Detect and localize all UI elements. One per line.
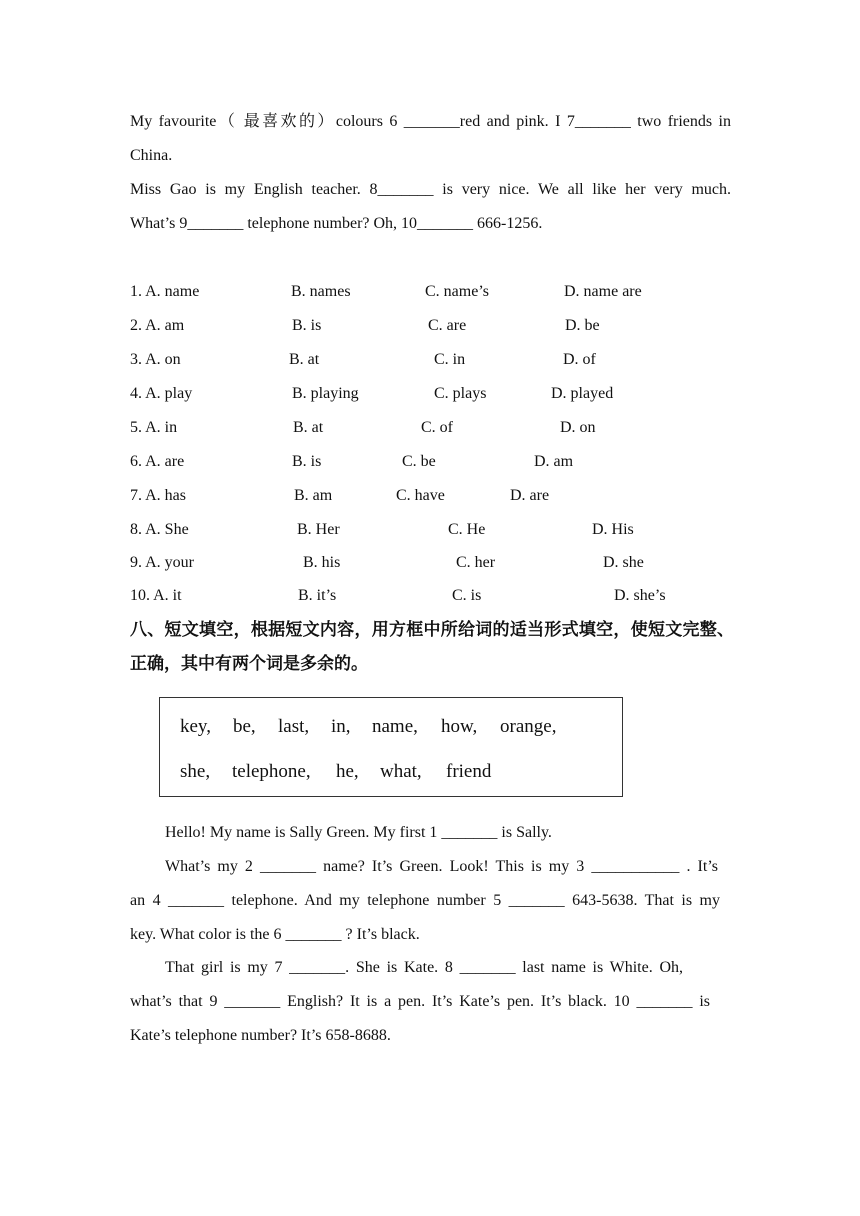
q5-option-b: B. at [293,419,324,436]
word-key: key, [180,716,211,737]
q3-option-b: B. at [289,351,320,368]
q3-option-a: 3. A. on [130,351,181,368]
q9-option-a: 9. A. your [130,554,194,571]
section-8-heading-line-2: 正确，其中有两个词是多余的。 [130,654,368,674]
passage2-line-2: What’s my 2 _______ name? It’s Green. Look! This is my 3 ___________ . It’s [165,858,718,875]
q1-option-b: B. names [291,283,351,300]
q5-option-a: 5. A. in [130,419,178,436]
passage2-line-7: Kate’s telephone number? It’s 658-8688. [130,1027,391,1044]
q10-option-c: C. is [452,587,482,604]
q6-option-b: B. is [292,453,322,470]
q4-option-d: D. played [551,385,614,402]
q6-option-c: C. be [402,453,436,470]
q8-option-b: B. Her [297,521,340,538]
q2-option-b: B. is [292,317,322,334]
word-she: she, [180,761,211,782]
q8-option-d: D. His [592,521,634,538]
q8-option-c: C. He [448,521,486,538]
q1-option-a: 1. A. name [130,283,200,300]
word-box [159,697,623,797]
q9-option-b: B. his [303,554,341,571]
q10-option-a: 10. A. it [130,587,182,604]
word-be: be, [233,716,256,737]
word-orange: orange, [500,716,557,737]
q7-option-d: D. are [510,487,550,504]
q7-option-c: C. have [396,487,445,504]
q5-option-d: D. on [560,419,596,436]
word-last: last, [278,716,310,737]
passage2-line-3: an 4 _______ telephone. And my telephone number 5 _______ 643-5638. That is my [130,892,720,909]
q4-option-b: B. playing [292,385,359,402]
q4-option-c: C. plays [434,385,487,402]
passage2-line-4: key. What color is the 6 _______ ? It’s black. [130,926,420,943]
q10-option-b: B. it’s [298,587,337,604]
q9-option-d: D. she [603,554,644,571]
passage1-line-2: China. [130,147,173,164]
word-friend: friend [446,761,492,782]
q7-option-b: B. am [294,487,333,504]
passage1-line-1: My favourite（ 最喜欢的）colours 6 _______red and pink. I 7_______ two friends in [130,113,731,130]
q5-option-c: C. of [421,419,453,436]
q9-option-c: C. her [456,554,496,571]
section-8-heading-line-1: 八、短文填空，根据短文内容，用方框中所给词的适当形式填空，使短文完整、 [130,620,734,640]
passage2-line-1: Hello! My name is Sally Green. My first 1 _______ is Sally. [165,824,552,841]
q7-option-a: 7. A. has [130,487,186,504]
q4-option-a: 4. A. play [130,385,193,402]
word-what: what, [380,761,422,782]
q2-option-d: D. be [565,317,600,334]
q1-option-d: D. name are [564,283,642,300]
word-how: how, [441,716,478,737]
passage2-line-5: That girl is my 7 _______. She is Kate. 8 _______ last name is White. Oh, [165,959,683,976]
word-he: he, [336,761,359,782]
word-name: name, [372,716,418,737]
q10-option-d: D. she’s [614,587,666,604]
word-telephone: telephone, [232,761,311,782]
q2-option-a: 2. A. am [130,317,185,334]
q6-option-d: D. am [534,453,574,470]
q3-option-c: C. in [434,351,466,368]
passage1-line-3: Miss Gao is my English teacher. 8_______ is very nice. We all like her very much. [130,181,731,198]
q8-option-a: 8. A. She [130,521,189,538]
passage1-line-4: What’s 9_______ telephone number? Oh, 10_______ 666-1256. [130,215,543,232]
word-in: in, [331,716,351,737]
q3-option-d: D. of [563,351,596,368]
q2-option-c: C. are [428,317,467,334]
q1-option-c: C. name’s [425,283,489,300]
passage2-line-6: what’s that 9 _______ English? It is a pen. It’s Kate’s pen. It’s black. 10 _______ is [130,993,710,1010]
q6-option-a: 6. A. are [130,453,185,470]
